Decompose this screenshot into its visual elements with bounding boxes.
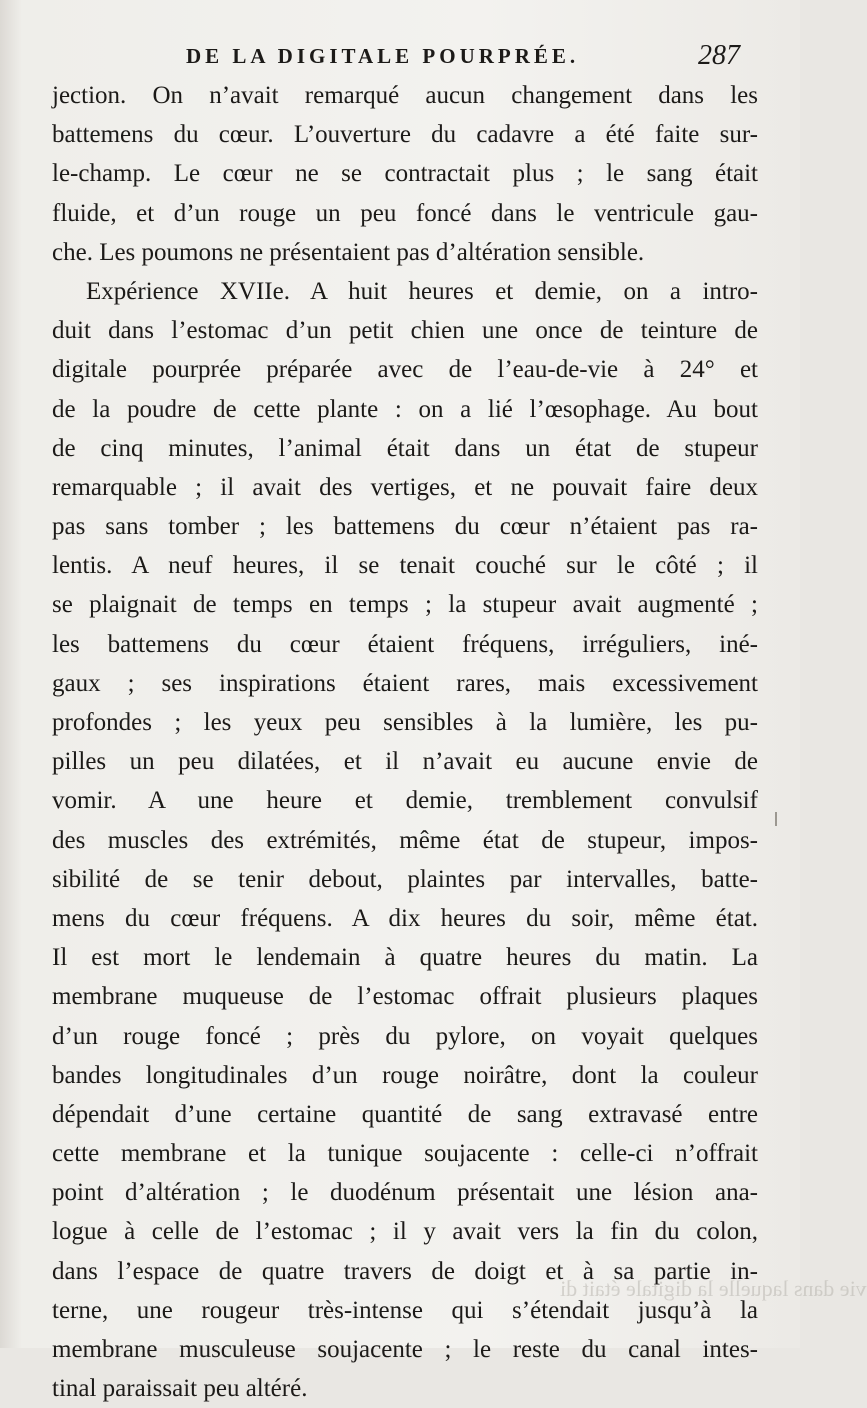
text-line: dépendait d’une certaine quantité de sang extravasé entre bbox=[52, 1100, 758, 1128]
text-line: de la poudre de cette plante : on a lié l’œsophage. Au bout bbox=[52, 395, 758, 423]
text-line: jection. On n’avait remarqué aucun changement dans les bbox=[52, 82, 758, 109]
text-line: se plaignait de temps en temps ; la stupeur avait augmenté ; bbox=[52, 591, 758, 619]
running-title: DE LA DIGITALE POURPRÉE. bbox=[186, 44, 580, 68]
page-number: 287 bbox=[698, 40, 740, 71]
text-line: des muscles des extrémités, même état de stupeur, impos- bbox=[52, 826, 758, 854]
text-line: Expérience XVIIe. A huit heures et demie, on a intro- bbox=[86, 277, 758, 305]
text-line: pilles un peu dilatées, et il n’avait eu aucune envie de bbox=[52, 748, 758, 776]
text-line: profondes ; les yeux peu sensibles à la lumière, les pu- bbox=[52, 709, 758, 736]
text-line: d’un rouge foncé ; près du pylore, on voyait quelques bbox=[52, 1022, 758, 1050]
text-line: sibilité de se tenir debout, plaintes par intervalles, batte- bbox=[52, 865, 758, 893]
text-line: vomir. A une heure et demie, tremblement convulsif bbox=[52, 787, 758, 815]
text-line: logue à celle de l’estomac ; il y avait vers la fin du colon, bbox=[52, 1218, 758, 1246]
text-line: dans l’espace de quatre travers de doigt et à sa partie in- bbox=[52, 1257, 758, 1285]
text-line: mens du cœur fréquens. A dix heures du soir, même état. bbox=[52, 904, 758, 932]
text-line: gaux ; ses inspirations étaient rares, mais excessivement bbox=[52, 669, 758, 697]
text-line: duit dans l’estomac d’un petit chien une once de teinture de bbox=[52, 317, 758, 345]
text-line: bandes longitudinales d’un rouge noirâtre, dont la couleur bbox=[52, 1061, 758, 1089]
text-line: cette membrane et la tunique soujacente : celle-ci n’offrait bbox=[52, 1140, 758, 1168]
text-line: digitale pourprée préparée avec de l’eau-de-vie à 24° et bbox=[52, 356, 758, 384]
text-line: membrane musculeuse soujacente ; le reste du canal intes- bbox=[52, 1336, 758, 1363]
text-line: les battemens du cœur étaient fréquens, irréguliers, iné- bbox=[52, 630, 758, 658]
text-line: che. Les poumons ne présentaient pas d’altération sensible. bbox=[52, 238, 645, 266]
text-line: lentis. A neuf heures, il se tenait couché sur le côté ; il bbox=[52, 552, 758, 580]
body-text bbox=[52, 76, 758, 1408]
text-line: le-champ. Le cœur ne se contractait plus ; le sang était bbox=[52, 160, 758, 188]
bleed-through-text: vie dans laquelle la digitale était di bbox=[560, 1276, 867, 1301]
text-line: remarquable ; il avait des vertiges, et ne pouvait faire deux bbox=[52, 473, 758, 501]
text-line: membrane muqueuse de l’estomac offrait plusieurs plaques bbox=[52, 983, 758, 1011]
page-header bbox=[0, 40, 800, 80]
text-line: fluide, et d’un rouge un peu foncé dans le ventricule gau- bbox=[52, 199, 758, 227]
text-line: tinal paraissait peu altéré. bbox=[52, 1375, 308, 1403]
text-line: Il est mort le lendemain à quatre heures du matin. La bbox=[52, 944, 758, 972]
margin-mark bbox=[775, 812, 777, 826]
text-line: de cinq minutes, l’animal était dans un état de stupeur bbox=[52, 434, 758, 462]
text-line: point d’altération ; le duodénum présentait une lésion ana- bbox=[52, 1179, 758, 1207]
text-line: pas sans tomber ; les battemens du cœur n’étaient pas ra- bbox=[52, 513, 758, 541]
text-line: terne, une rougeur très-intense qui s’étendait jusqu’à la bbox=[52, 1296, 758, 1324]
text-line: battemens du cœur. L’ouverture du cadavre a été faite sur- bbox=[52, 121, 758, 149]
